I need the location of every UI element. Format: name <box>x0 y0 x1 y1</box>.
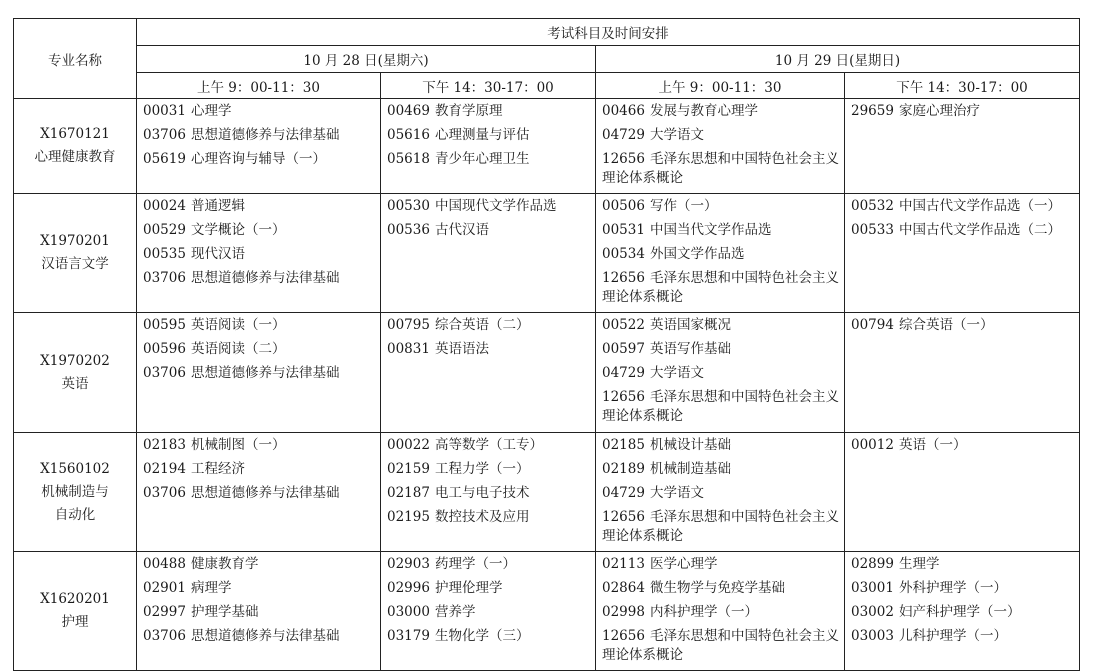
subject-code: 02183 <box>143 437 186 453</box>
subject-code: 03003 <box>851 628 894 644</box>
subject-name: 普通逻辑 <box>190 198 245 214</box>
subject-name: 中国古代文学作品选（一） <box>898 198 1061 214</box>
major-cell <box>14 194 137 313</box>
subject-entry <box>602 102 840 121</box>
subject-entry <box>143 221 376 240</box>
subject-name: 思想道德修养与法律基础 <box>190 270 340 286</box>
subject-code: 03706 <box>143 127 186 143</box>
subject-name: 机械制图（一） <box>190 437 286 453</box>
major-name: 汉语言文学 <box>41 256 109 272</box>
subject-entry <box>602 627 840 665</box>
subject-cell <box>596 99 845 194</box>
subject-code: 03706 <box>143 365 186 381</box>
subject-code: 00596 <box>143 341 186 357</box>
subject-code: 02864 <box>602 580 645 596</box>
subject-entry <box>602 436 840 455</box>
subject-cell <box>596 433 845 552</box>
subject-entry <box>602 245 840 264</box>
subject-name: 中国现代文学作品选 <box>434 198 557 214</box>
schedule-title: 考试科目及时间安排 <box>137 19 1080 46</box>
major-code: X1970201 <box>40 233 110 249</box>
subject-cell <box>381 313 596 433</box>
subject-code: 00536 <box>387 222 430 238</box>
subject-name: 教育学原理 <box>434 103 503 119</box>
subject-name: 毛泽东思想和中国特色社会主义理论体系概论 <box>602 270 839 305</box>
subject-entry <box>387 555 591 574</box>
subject-name: 医学心理学 <box>649 556 718 572</box>
subject-entry <box>387 627 591 646</box>
subject-entry <box>387 197 591 216</box>
subject-code: 03706 <box>143 270 186 286</box>
subject-code: 02159 <box>387 461 430 477</box>
subject-cell <box>845 194 1080 313</box>
table-row <box>14 313 1080 433</box>
subject-code: 04729 <box>602 127 645 143</box>
subject-entry <box>602 555 840 574</box>
day-header-2: 10 月 29 日(星期日) <box>596 46 1080 73</box>
table-row <box>14 194 1080 313</box>
subject-name: 毛泽东思想和中国特色社会主义理论体系概论 <box>602 509 839 544</box>
subject-code: 02996 <box>387 580 430 596</box>
subject-entry <box>851 436 1075 455</box>
subject-entry <box>851 603 1075 622</box>
subject-entry <box>602 269 840 307</box>
subject-code: 02903 <box>387 556 430 572</box>
major-name: 自动化 <box>54 506 96 523</box>
subject-entry <box>851 627 1075 646</box>
major-cell <box>14 99 137 194</box>
subject-name: 大学语文 <box>649 365 704 381</box>
major-name: 护理 <box>61 614 89 630</box>
subject-code: 12656 <box>602 628 645 644</box>
subject-name: 现代汉语 <box>190 246 245 262</box>
subject-code: 12656 <box>602 151 645 167</box>
subject-code: 04729 <box>602 365 645 381</box>
subject-entry <box>602 364 840 383</box>
subject-entry <box>602 460 840 479</box>
subject-name: 工程经济 <box>190 461 245 477</box>
subject-entry <box>851 555 1075 574</box>
subject-entry <box>387 508 591 527</box>
subject-entry <box>602 484 840 503</box>
subject-name: 大学语文 <box>649 485 704 501</box>
subject-name: 生理学 <box>898 556 940 572</box>
subject-entry <box>143 364 376 383</box>
subject-code: 02113 <box>602 556 645 572</box>
subject-code: 00012 <box>851 437 894 453</box>
subject-name: 药理学（一） <box>434 556 516 572</box>
subject-entry <box>602 316 840 335</box>
subject-cell <box>137 194 381 313</box>
header-row-days <box>14 46 1080 73</box>
subject-code: 05619 <box>143 151 186 167</box>
subject-name: 英语国家概况 <box>649 317 731 333</box>
subject-cell <box>137 433 381 552</box>
subject-name: 写作（一） <box>649 198 718 214</box>
subject-code: 00532 <box>851 198 894 214</box>
subject-name: 儿科护理学（一） <box>898 628 1007 644</box>
subject-name: 毛泽东思想和中国特色社会主义理论体系概论 <box>602 628 839 663</box>
subject-code: 04729 <box>602 485 645 501</box>
subject-entry <box>143 555 376 574</box>
subject-entry <box>143 484 376 503</box>
subject-code: 12656 <box>602 389 645 405</box>
subject-name: 机械制造基础 <box>649 461 731 477</box>
subject-code: 12656 <box>602 270 645 286</box>
subject-name: 外科护理学（一） <box>898 580 1007 596</box>
subject-entry <box>387 221 591 240</box>
subject-entry <box>143 316 376 335</box>
subject-cell <box>596 194 845 313</box>
subject-name: 青少年心理卫生 <box>434 151 530 167</box>
subject-entry <box>602 340 840 359</box>
subject-entry <box>143 460 376 479</box>
subject-entry <box>851 221 1075 240</box>
subject-entry <box>143 627 376 646</box>
subject-entry <box>387 603 591 622</box>
major-name: 机械制造与 <box>41 483 109 500</box>
subject-entry <box>387 126 591 145</box>
subject-code: 02194 <box>143 461 186 477</box>
subject-entry <box>387 579 591 598</box>
subject-name: 文学概论（一） <box>190 222 286 238</box>
subject-code: 29659 <box>851 103 894 119</box>
major-cell <box>14 433 137 552</box>
subject-name: 妇产科护理学（一） <box>898 604 1021 620</box>
major-code: X1670121 <box>40 126 110 142</box>
subject-code: 02901 <box>143 580 186 596</box>
header-row-title <box>14 19 1080 46</box>
subject-code: 02189 <box>602 461 645 477</box>
subject-name: 健康教育学 <box>190 556 259 572</box>
subject-code: 00795 <box>387 317 430 333</box>
subject-entry <box>387 150 591 169</box>
subject-name: 思想道德修养与法律基础 <box>190 127 340 143</box>
subject-name: 微生物学与免疫学基础 <box>649 580 785 596</box>
subject-code: 00531 <box>602 222 645 238</box>
subject-entry <box>387 436 591 455</box>
day-header-1: 10 月 28 日(星期六) <box>137 46 596 73</box>
header-row-slots <box>14 73 1080 99</box>
subject-code: 02997 <box>143 604 186 620</box>
subject-code: 00535 <box>143 246 186 262</box>
subject-entry <box>143 579 376 598</box>
subject-code: 00506 <box>602 198 645 214</box>
subject-entry <box>602 508 840 546</box>
subject-entry <box>602 388 840 426</box>
subject-name: 内科护理学（一） <box>649 604 758 620</box>
subject-cell <box>137 313 381 433</box>
subject-code: 00534 <box>602 246 645 262</box>
subject-code: 03002 <box>851 604 894 620</box>
subject-entry <box>143 102 376 121</box>
subject-name: 机械设计基础 <box>649 437 731 453</box>
subject-code: 00022 <box>387 437 430 453</box>
subject-name: 高等数学（工专） <box>434 437 543 453</box>
subject-name: 英语阅读（二） <box>190 341 286 357</box>
subject-code: 03001 <box>851 580 894 596</box>
subject-name: 英语阅读（一） <box>190 317 286 333</box>
slot-header-4: 下午 14：30-17：00 <box>845 73 1080 99</box>
exam-schedule-table <box>13 18 1080 671</box>
subject-name: 外国文学作品选 <box>649 246 745 262</box>
subject-name: 英语（一） <box>898 437 967 453</box>
subject-entry <box>387 460 591 479</box>
slot-header-2: 下午 14：30-17：00 <box>381 73 596 99</box>
subject-code: 12656 <box>602 509 645 525</box>
subject-name: 护理学基础 <box>190 604 259 620</box>
subject-entry <box>602 126 840 145</box>
major-cell <box>14 313 137 433</box>
subject-code: 00533 <box>851 222 894 238</box>
subject-name: 古代汉语 <box>434 222 489 238</box>
subject-entry <box>602 150 840 188</box>
subject-entry <box>602 603 840 622</box>
subject-code: 02187 <box>387 485 430 501</box>
subject-entry <box>602 221 840 240</box>
subject-code: 00794 <box>851 317 894 333</box>
subject-entry <box>602 197 840 216</box>
subject-code: 00024 <box>143 198 186 214</box>
subject-name: 生物化学（三） <box>434 628 530 644</box>
subject-name: 发展与教育心理学 <box>649 103 758 119</box>
subject-code: 00522 <box>602 317 645 333</box>
subject-entry <box>143 150 376 169</box>
subject-code: 02998 <box>602 604 645 620</box>
subject-cell <box>596 313 845 433</box>
subject-name: 综合英语（二） <box>434 317 530 333</box>
subject-name: 综合英语（一） <box>898 317 994 333</box>
subject-code: 03706 <box>143 628 186 644</box>
subject-code: 02185 <box>602 437 645 453</box>
subject-name: 心理咨询与辅导（一） <box>190 151 326 167</box>
subject-name: 中国古代文学作品选（二） <box>898 222 1061 238</box>
subject-entry <box>143 436 376 455</box>
major-code: X1620201 <box>40 591 110 607</box>
slot-header-3: 上午 9：00-11：30 <box>596 73 845 99</box>
subject-cell <box>845 313 1080 433</box>
subject-cell <box>845 433 1080 552</box>
slot-header-1: 上午 9：00-11：30 <box>137 73 381 99</box>
subject-code: 00530 <box>387 198 430 214</box>
subject-entry <box>851 102 1075 121</box>
table-row <box>14 433 1080 552</box>
subject-entry <box>387 484 591 503</box>
subject-name: 中国当代文学作品选 <box>649 222 772 238</box>
subject-name: 心理学 <box>190 103 232 119</box>
subject-code: 00597 <box>602 341 645 357</box>
subject-cell <box>845 99 1080 194</box>
subject-code: 00529 <box>143 222 186 238</box>
subject-code: 00466 <box>602 103 645 119</box>
subject-code: 02899 <box>851 556 894 572</box>
subject-name: 思想道德修养与法律基础 <box>190 365 340 381</box>
subject-name: 护理伦理学 <box>434 580 503 596</box>
subject-cell <box>381 194 596 313</box>
subject-entry <box>851 316 1075 335</box>
major-name: 心理健康教育 <box>34 149 116 165</box>
subject-code: 00469 <box>387 103 430 119</box>
major-code: X1560102 <box>40 460 110 477</box>
subject-name: 家庭心理治疗 <box>898 103 980 119</box>
subject-code: 00488 <box>143 556 186 572</box>
subject-name: 病理学 <box>190 580 232 596</box>
subject-name: 心理测量与评估 <box>434 127 530 143</box>
subject-entry <box>851 579 1075 598</box>
subject-entry <box>143 269 376 288</box>
subject-entry <box>602 579 840 598</box>
exam-schedule-sheet <box>13 18 1080 671</box>
subject-code: 00831 <box>387 341 430 357</box>
subject-cell <box>381 99 596 194</box>
subject-name: 毛泽东思想和中国特色社会主义理论体系概论 <box>602 151 839 186</box>
table-row <box>14 99 1080 194</box>
subject-entry <box>387 340 591 359</box>
subject-code: 00031 <box>143 103 186 119</box>
subject-entry <box>387 316 591 335</box>
subject-entry <box>143 603 376 622</box>
subject-name: 营养学 <box>434 604 476 620</box>
subject-entry <box>143 340 376 359</box>
subject-code: 05616 <box>387 127 430 143</box>
major-column-header: 专业名称 <box>14 19 137 99</box>
subject-name: 英语写作基础 <box>649 341 731 357</box>
subject-code: 03000 <box>387 604 430 620</box>
subject-code: 02195 <box>387 509 430 525</box>
subject-name: 电工与电子技术 <box>434 485 530 501</box>
subject-code: 03179 <box>387 628 430 644</box>
subject-code: 00595 <box>143 317 186 333</box>
subject-name: 毛泽东思想和中国特色社会主义理论体系概论 <box>602 389 839 424</box>
subject-entry <box>387 102 591 121</box>
subject-entry <box>143 245 376 264</box>
major-name: 英语 <box>61 375 89 392</box>
subject-name: 思想道德修养与法律基础 <box>190 485 340 501</box>
subject-name: 思想道德修养与法律基础 <box>190 628 340 644</box>
subject-entry <box>143 197 376 216</box>
subject-code: 03706 <box>143 485 186 501</box>
subject-name: 数控技术及应用 <box>434 509 530 525</box>
subject-entry <box>851 197 1075 216</box>
subject-name: 英语语法 <box>434 341 489 357</box>
subject-code: 05618 <box>387 151 430 167</box>
subject-cell <box>137 99 381 194</box>
subject-name: 大学语文 <box>649 127 704 143</box>
major-code: X1970202 <box>40 352 110 369</box>
subject-entry <box>143 126 376 145</box>
subject-name: 工程力学（一） <box>434 461 530 477</box>
subject-cell <box>381 433 596 552</box>
